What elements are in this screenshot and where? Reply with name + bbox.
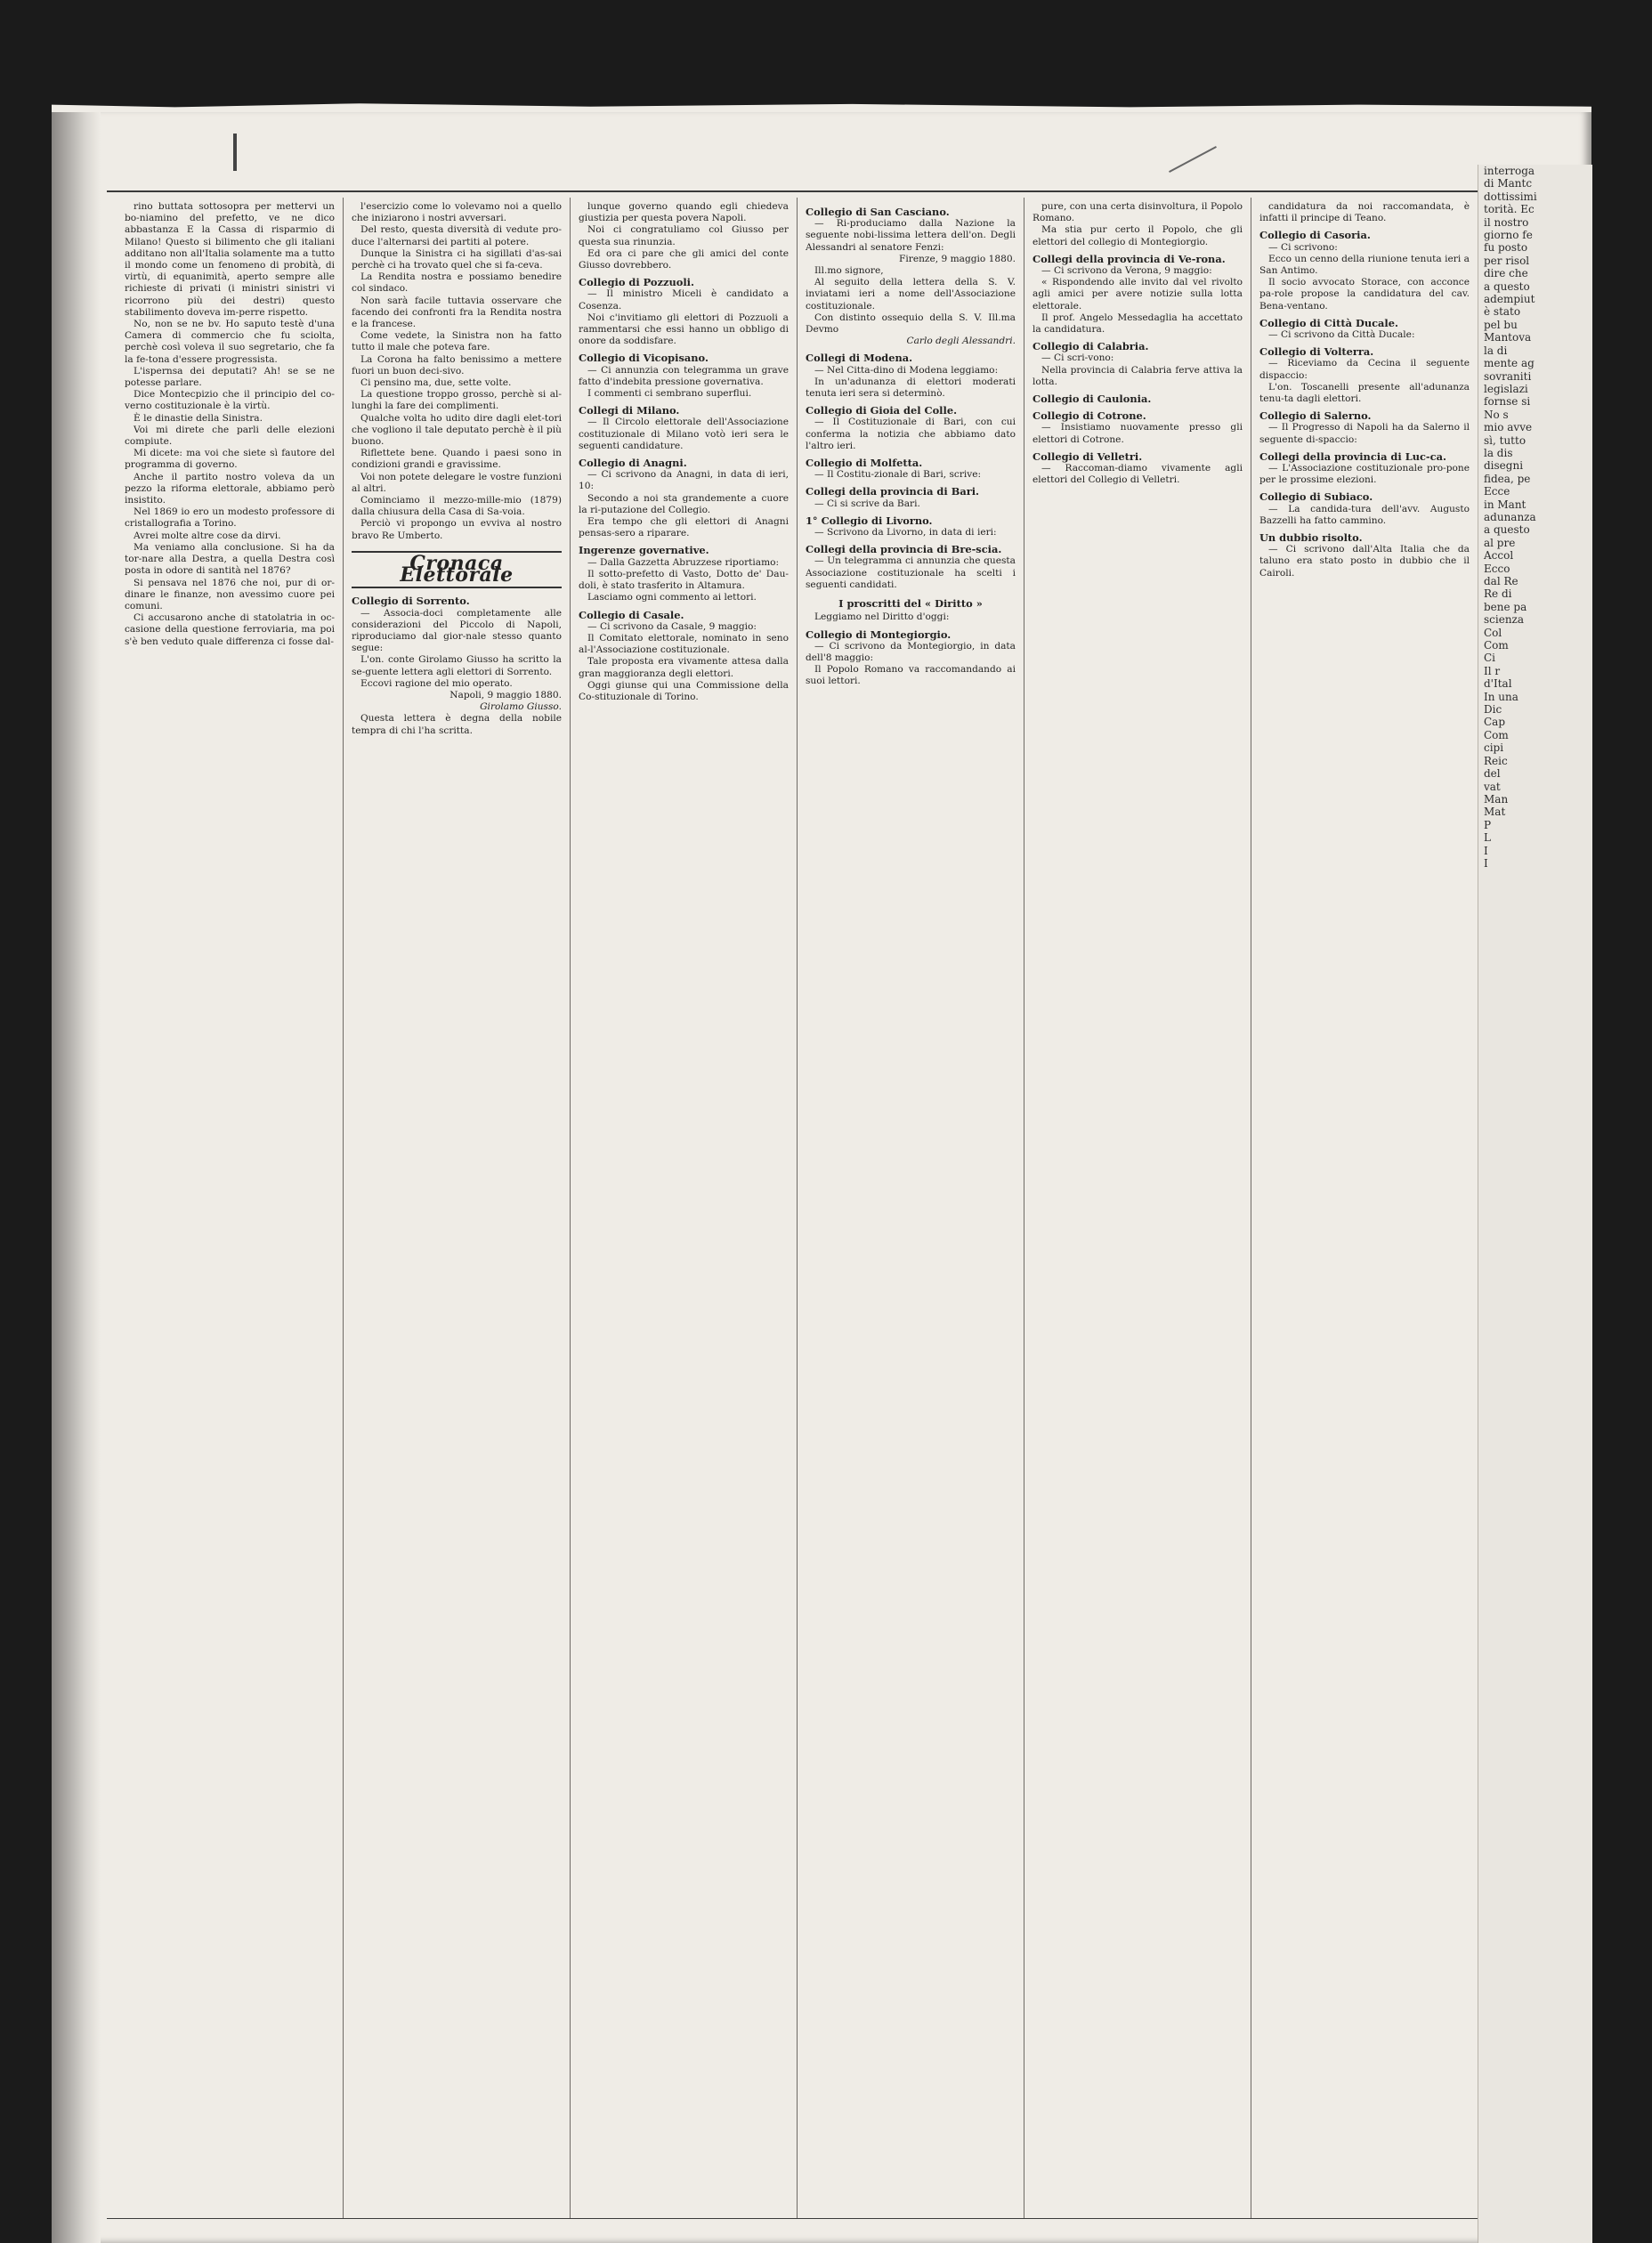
- paragraph: Oggi giunse qui una Commissione della Co-stituzionale di Torino.: [579, 679, 789, 702]
- article-heading: Collegio di Vicopisano.: [579, 352, 709, 365]
- strip-line: dottissimi: [1484, 190, 1537, 203]
- paragraph: Ma veniamo alla conclusione. Si ha da tor-nare alla Destra, a quella Destra così posta in odore di santità nel 1876?: [125, 541, 335, 577]
- strip-line: fidea, pe: [1484, 472, 1531, 485]
- strip-line: Il r: [1484, 664, 1501, 677]
- paragraph: Al seguito della lettera della S. V. inviatami ieri a nome dell'Associazione costituzionale.: [806, 277, 1016, 312]
- article-heading: Collegio di Casale.: [579, 608, 684, 621]
- strip-line: sì, tutto: [1484, 433, 1526, 447]
- paragraph: — Ci scrivono da Città Ducale:: [1268, 329, 1415, 341]
- strip-line: giorno fe: [1484, 229, 1533, 242]
- paragraph: Nella provincia di Calabria ferve attiva la lotta.: [1032, 364, 1243, 387]
- paragraph: Ma stia pur certo il Popolo, che gli elettori del collegio di Montegiorgio.: [1032, 224, 1243, 247]
- paragraph: — Il Circolo elettorale dell'Associazione costituzionale di Milano votò ieri sera le seguenti candidature.: [579, 417, 789, 451]
- strip-line: a questo: [1484, 279, 1530, 293]
- strip-line: Com: [1484, 728, 1509, 741]
- column-divider: [570, 198, 571, 2218]
- paragraph: Anche il partito nostro voleva da un pezzo la riforma elettorale, abbiamo però insistito.: [125, 471, 335, 506]
- paragraph: — Ci scrivono dall'Alta Italia che da taluno era stato posto in dubbio che il Cairoli.: [1259, 544, 1470, 579]
- paragraph: L'ispernsa dei deputati? Ah! se se ne potesse parlare.: [125, 365, 335, 389]
- strip-line: adempiut: [1484, 293, 1535, 306]
- paragraph: — Ci annunzia con telegramma un grave fatto d'indebita pressione governativa.: [579, 364, 789, 387]
- article-heading: 1° Collegio di Livorno.: [806, 514, 933, 527]
- paragraph: La questione troppo grosso, perchè si al-lunghi la fare dei complimenti.: [352, 389, 562, 412]
- paragraph: — Associa-doci completamente alle considerazioni del Piccolo di Napoli, riproduciamo dal gior-nale stesso quanto segue:: [352, 607, 562, 654]
- page-gutter-shadow: [52, 109, 101, 2243]
- article-heading: Collegio di Montegiorgio.: [806, 628, 952, 641]
- strip-line: Ecco: [1484, 562, 1510, 575]
- strip-line: fornse si: [1484, 395, 1531, 409]
- article-heading: Collegio di Salerno.: [1259, 409, 1372, 423]
- bottom-rule: [107, 2218, 1478, 2219]
- section-title: Cronaca Elettorale: [352, 551, 562, 588]
- strip-line: mio avve: [1484, 421, 1533, 434]
- paragraph: — Un telegramma ci annunzia che questa Associazione costituzionale ha scelti i seguenti candidati.: [806, 555, 1016, 590]
- strip-line: la di: [1484, 344, 1508, 357]
- strip-line: sovraniti: [1484, 369, 1532, 383]
- paragraph: Dice Montecpizio che il principio del co-verno costituzionale è la virtù.: [125, 389, 335, 412]
- torn-page-edge: [52, 100, 1591, 112]
- strip-line: Dic: [1484, 703, 1502, 717]
- strip-line: fu posto: [1484, 241, 1528, 255]
- pen-mark: [233, 134, 237, 171]
- paragraph: Perciò vi propongo un evviva al nostro bravo Re Umberto.: [352, 518, 562, 541]
- paragraph: Ill.mo signore,: [814, 265, 884, 277]
- paragraph: pure, con una certa disinvoltura, il Popolo Romano.: [1032, 201, 1243, 224]
- paragraph: Nel 1869 io ero un modesto professore di cristallografia a Torino.: [125, 506, 335, 530]
- paragraph: — Ci scri-vono:: [1041, 352, 1114, 364]
- paragraph: — Insistiamo nuovamente presso gli elettori di Cotrone.: [1032, 422, 1243, 445]
- text-column-6: [1259, 201, 1470, 2213]
- article-heading: Collegio di Città Ducale.: [1259, 316, 1398, 329]
- paragraph: I commenti ci sembrano superflui.: [587, 388, 752, 400]
- text-column-3: [579, 201, 789, 2213]
- article-heading: Collegio di Sorrento.: [352, 595, 470, 608]
- paragraph: candidatura da noi raccomandata, è infatti il principe di Teano.: [1259, 201, 1470, 224]
- article-heading: Collegio di Gioia del Colle.: [806, 404, 958, 417]
- paragraph: L'on. Toscanelli presente all'adunanza tenu-ta dagli elettori.: [1259, 381, 1470, 405]
- paragraph: Tale proposta era vivamente attesa dalla gran maggioranza degli elettori.: [579, 656, 789, 679]
- strip-line: Col: [1484, 626, 1502, 639]
- paragraph: Del resto, questa diversità di vedute pro-duce l'alternarsi dei partiti al potere.: [352, 224, 562, 247]
- paragraph: Il Comitato elettorale, nominato in seno al-l'Associazione costituzionale.: [579, 632, 789, 656]
- text-column-4: [806, 201, 1016, 2213]
- paragraph: No, non se ne bv. Ho saputo testè d'una Camera di commercio che fu sciolta, perchè così voleva il suo segretario, che fa la fe-tona d'essere progressista.: [125, 319, 335, 365]
- paragraph: Non sarà facile tuttavia osservare che facendo dei confronti fra la Rendita nostra e la francese.: [352, 295, 562, 330]
- article-heading: Collegio di Calabria.: [1032, 340, 1149, 353]
- text-column-1: [125, 201, 335, 2213]
- paragraph: Riflettete bene. Quando i paesi sono in condizioni grandi e gravissime.: [352, 448, 562, 471]
- article-heading: Collegi della provincia di Luc-ca.: [1259, 449, 1446, 463]
- paragraph: Leggiamo nel Diritto d'oggi:: [814, 611, 950, 623]
- paragraph: — La candida-tura dell'avv. Augusto Bazzelli ha fatto cammino.: [1259, 503, 1470, 526]
- strip-line: I: [1484, 844, 1488, 857]
- strip-line: del: [1484, 767, 1501, 781]
- paragraph: Come vedete, la Sinistra non ha fatto tutto il male che poteva fare.: [352, 330, 562, 353]
- paragraph: Qualche volta ho udito dire dagli elet-tori che vogliono il tale deputato perchè è il più buono.: [352, 412, 562, 448]
- paragraph: Ci accusarono anche di statolatria in oc-casione della questione ferroviaria, ma poi s'è ben veduto quale differenza ci fosse dal-: [125, 612, 335, 647]
- strip-line: P: [1484, 818, 1492, 831]
- paragraph: — Ci si scrive da Bari.: [814, 498, 920, 509]
- strip-line: L: [1484, 831, 1491, 845]
- strip-line: d'Ital: [1484, 677, 1512, 691]
- text-column-2: [352, 201, 562, 2213]
- dateline: Napoli, 9 maggio 1880.: [449, 689, 562, 700]
- paragraph: — Riceviamo da Cecina il seguente dispaccio:: [1259, 358, 1470, 381]
- paragraph: « Rispondendo alle invito dal vel rivolto agli amici per avere notizie sulla lotta elettorale.: [1032, 277, 1243, 312]
- paragraph: — Ri-produciamo dalla Nazione la seguente nobi-lissima lettera dell'on. Degli Alessandri al senatore Fenzi:: [806, 218, 1016, 253]
- article-heading: Collegio di Molfetta.: [806, 457, 923, 470]
- paragraph: Il Popolo Romano va raccomandando ai suoi lettori.: [806, 664, 1016, 687]
- paragraph: — Ci scrivono da Verona, 9 maggio:: [1041, 265, 1212, 277]
- paragraph: Dunque la Sinistra ci ha sigillati d'as-sai perchè ci ha trovato quel che si fa-ceva.: [352, 247, 562, 271]
- strip-line: scienza: [1484, 613, 1525, 627]
- article-heading: Collegio di Casoria.: [1259, 229, 1371, 242]
- strip-line: Mantova: [1484, 331, 1532, 344]
- strip-line: dal Re: [1484, 575, 1518, 587]
- paragraph: Cominciamo il mezzo-mille-mio (1879) dalla chiusura della Casa di Sa-voia.: [352, 495, 562, 518]
- article-heading: Un dubbio risolto.: [1259, 531, 1363, 545]
- paragraph: — Ci scrivono da Montegiorgio, in data dell'8 maggio:: [806, 640, 1016, 663]
- text-column-5: [1032, 201, 1243, 2213]
- paragraph: Voi non potete delegare le vostre funzioni al altri.: [352, 471, 562, 494]
- paragraph: Era tempo che gli elettori di Anagni pensas-sero a riparare.: [579, 516, 789, 539]
- paragraph: lunque governo quando egli chiedeva giustizia per questa povera Napoli.: [579, 201, 789, 224]
- paragraph: — Il ministro Miceli è candidato a Cosenza.: [579, 288, 789, 312]
- top-rule: [107, 190, 1478, 192]
- article-heading: Collegi di Modena.: [806, 352, 913, 365]
- adjacent-page-strip: [1478, 165, 1592, 2243]
- strip-line: Man: [1484, 792, 1509, 806]
- strip-line: dire che: [1484, 267, 1528, 280]
- paragraph: — Ci scrivono:: [1268, 241, 1338, 253]
- paragraph: — Ci scrivono da Casale, 9 maggio:: [587, 620, 757, 632]
- strip-line: Mat: [1484, 806, 1506, 819]
- article-heading: Collegi della provincia di Ve-rona.: [1032, 252, 1226, 265]
- strip-line: pel bu: [1484, 318, 1518, 331]
- strip-line: Accol: [1484, 549, 1514, 563]
- strip-line: legislazi: [1484, 382, 1528, 395]
- article-heading-centered: I proscritti del « Diritto »: [838, 597, 983, 611]
- paragraph: Noi c'invitiamo gli elettori di Pozzuoli a rammentarsi che essi hanno un obbligo di onore da soddisfare.: [579, 312, 789, 347]
- paragraph: Ed ora ci pare che gli amici del conte Giusso dovrebbero.: [579, 247, 789, 271]
- strip-line: a questo: [1484, 523, 1530, 537]
- strip-line: Reic: [1484, 754, 1508, 767]
- strip-line: in Mant: [1484, 498, 1526, 511]
- strip-line: No s: [1484, 408, 1509, 421]
- strip-line: è stato: [1484, 305, 1521, 319]
- strip-line: adunanza: [1484, 510, 1536, 523]
- column-divider: [343, 198, 344, 2218]
- paragraph: Noi ci congratuliamo col Giusso per questa sua rinunzia.: [579, 224, 789, 247]
- strip-line: di Mantc: [1484, 177, 1533, 190]
- article-heading: Collegi della provincia di Bari.: [806, 485, 979, 498]
- signature: Girolamo Giusso.: [480, 701, 562, 713]
- paragraph: Questa lettera è degna della nobile tempra di chi l'ha scritta.: [352, 713, 562, 736]
- paragraph: — Ci scrivono da Anagni, in data di ieri, 10:: [579, 469, 789, 492]
- strip-line: il nostro: [1484, 215, 1529, 229]
- paragraph: Ecco un cenno della riunione tenuta ieri a San Antimo.: [1259, 253, 1470, 277]
- paragraph: — Raccoman-diamo vivamente agli elettori del Collegio di Velletri.: [1032, 463, 1243, 486]
- article-heading: Collegio di Subiaco.: [1259, 490, 1373, 504]
- strip-line: In una: [1484, 690, 1518, 703]
- paragraph: — Dalla Gazzetta Abruzzese riportiamo:: [587, 556, 780, 568]
- strip-line: la dis: [1484, 446, 1513, 459]
- paragraph: È le dinastie della Sinistra.: [134, 412, 263, 424]
- paragraph: — L'Associazione costituzionale pro-pone per le prossime elezioni.: [1259, 463, 1470, 486]
- strip-line: disegni: [1484, 459, 1524, 473]
- strip-line: Ci: [1484, 652, 1496, 665]
- strip-line: Ecce: [1484, 485, 1510, 498]
- article-heading: Collegi della provincia di Bre-scia.: [806, 543, 1002, 556]
- article-heading: Collegio di Anagni.: [579, 457, 687, 470]
- paragraph: Ci pensino ma, due, sette volte.: [360, 377, 512, 389]
- strip-line: I: [1484, 856, 1488, 870]
- strip-line: Re di: [1484, 587, 1512, 601]
- paragraph: — Il Costituzionale di Bari, con cui conferma la notizia che abbiamo dato l'altro ieri.: [806, 417, 1016, 451]
- paragraph: rino buttata sottosopra per mettervi un bo-niamino del prefetto, ve ne dico abbastanza E la Cassa di risparmio di Milano! Questo si bilimento che gli italiani additano non all'Italia solamente ma a tutto il mondo come un fenomeno di probità, di virtù, di equanimità, aperto sempre alle richieste di privati (i ministri sinistri vi ricorrono più dei destri) questo stabilimento doveva im-perre rispetto.: [125, 201, 335, 318]
- paragraph: Lasciamo ogni commento ai lettori.: [587, 592, 757, 603]
- article-heading: Ingerenze governative.: [579, 544, 709, 557]
- paragraph: Con distinto ossequio della S. V. Ill.ma Devmo: [806, 312, 1016, 336]
- paragraph: — Il Costitu-zionale di Bari, scrive:: [814, 469, 982, 481]
- article-heading: Collegio di Cotrone.: [1032, 409, 1146, 423]
- strip-line: cipi: [1484, 741, 1504, 755]
- paragraph: Avrei molte altre cose da dirvi.: [134, 530, 281, 541]
- strip-line: Cap: [1484, 716, 1506, 729]
- strip-line: torità. Ec: [1484, 203, 1535, 216]
- article-heading: Collegio di Velletri.: [1032, 449, 1143, 463]
- paragraph: Eccovi ragione del mio operato.: [360, 677, 513, 689]
- paragraph: Secondo a noi sta grandemente a cuore la ri-putazione del Collegio.: [579, 492, 789, 515]
- paragraph: Il sotto-prefetto di Vasto, Dotto de' Dau-doli, è stato trasferito in Altamura.: [579, 568, 789, 592]
- signature: Carlo degli Alessandri.: [906, 336, 1016, 347]
- paragraph: Il prof. Angelo Messedaglia ha accettato la candidatura.: [1032, 312, 1243, 336]
- paragraph: — Nel Citta-dino di Modena leggiamo:: [814, 364, 999, 376]
- paragraph: L'on. conte Girolamo Giusso ha scritto la se-guente lettera agli elettori di Sorrento.: [352, 654, 562, 677]
- strip-line: per risol: [1484, 254, 1530, 267]
- paragraph: Voi mi direte che parli delle elezioni compiute.: [125, 424, 335, 448]
- paragraph: In un'adunanza di elettori moderati tenuta ieri sera si determinò.: [806, 376, 1016, 400]
- strip-line: Com: [1484, 639, 1509, 652]
- paragraph: La Corona ha falto benissimo a mettere fuori un buon deci-sivo.: [352, 353, 562, 377]
- strip-line: al pre: [1484, 536, 1516, 549]
- paragraph: Mi dicete: ma voi che siete sì fautore del programma di governo.: [125, 448, 335, 471]
- dateline: Firenze, 9 maggio 1880.: [899, 253, 1016, 264]
- article-heading: Collegio di Caulonia.: [1032, 393, 1152, 406]
- column-divider: [797, 198, 798, 2218]
- article-heading: Collegi di Milano.: [579, 404, 680, 417]
- article-heading: Collegio di San Casciano.: [806, 206, 950, 218]
- article-heading: Collegio di Volterra.: [1259, 345, 1374, 359]
- article-heading: Collegio di Pozzuoli.: [579, 276, 694, 289]
- paragraph: — Scrivono da Livorno, in data di ieri:: [814, 527, 997, 538]
- paragraph: Si pensava nel 1876 che noi, pur di or-dinare le finanze, non avessimo cuore pei comuni.: [125, 577, 335, 611]
- paragraph: La Rendita nostra e possiamo benedire col sindaco.: [352, 271, 562, 295]
- paragraph: — Il Progresso di Napoli ha da Salerno il seguente di-spaccio:: [1259, 422, 1470, 445]
- strip-line: mente ag: [1484, 357, 1535, 370]
- paragraph: Il socio avvocato Storace, con acconce pa-role propose la candidatura del cav. Bena-ventano.: [1259, 277, 1470, 312]
- strip-line: bene pa: [1484, 600, 1527, 613]
- strip-line: vat: [1484, 780, 1501, 793]
- strip-line: interroga: [1484, 165, 1535, 177]
- paragraph: l'esercizio come lo volevamo noi a quello che iniziarono i nostri avversari.: [352, 201, 562, 224]
